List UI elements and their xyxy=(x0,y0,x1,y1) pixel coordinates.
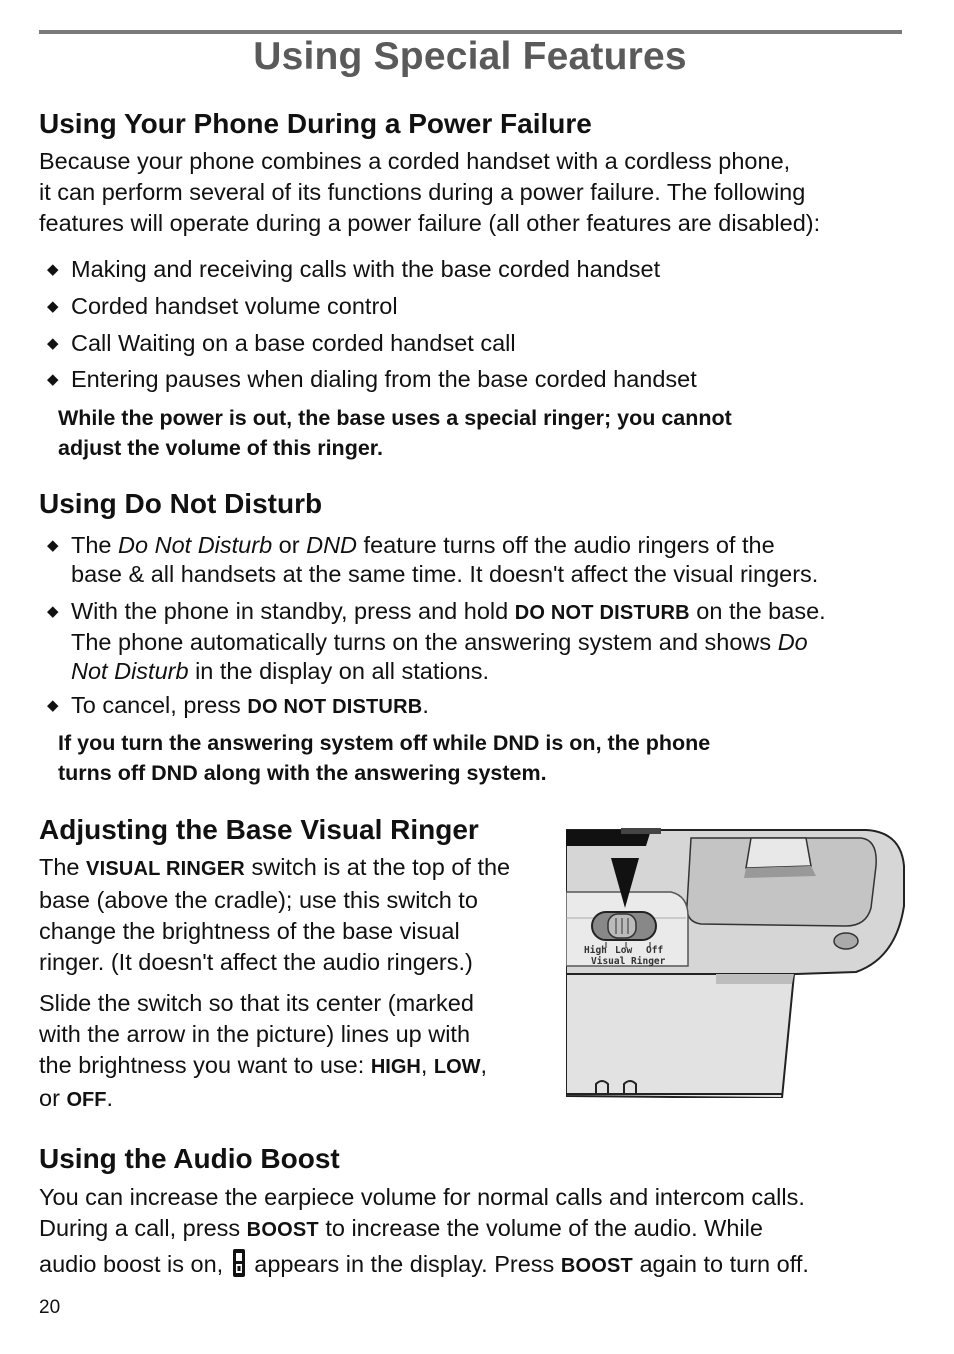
note-line: While the power is out, the base uses a special ringer; you cannot xyxy=(58,406,732,430)
text: again to turn off. xyxy=(632,1251,809,1277)
list-item xyxy=(47,531,917,589)
list-item: ◆ Corded handset volume control xyxy=(47,293,398,319)
diamond-bullet-icon: ◆ xyxy=(47,261,59,278)
text: on the base. xyxy=(689,598,826,624)
text: To cancel, press xyxy=(71,692,248,718)
diamond-bullet-icon: ◆ xyxy=(47,603,59,620)
note-line: turns off DND along with the answering system. xyxy=(58,761,547,785)
note-line: If you turn the answering system off while DND is on, the phone xyxy=(58,731,711,755)
switch-label-low: Low xyxy=(615,945,633,956)
text: , xyxy=(480,1052,488,1078)
text: appears in the display. Press xyxy=(247,1251,561,1277)
switch-caption: Visual Ringer xyxy=(591,956,666,967)
text: base (above the cradle); use this switch to xyxy=(39,887,478,913)
boost-indicator-icon xyxy=(232,1248,246,1278)
key-label: OFF xyxy=(66,1089,107,1111)
text: switch is at the top of the xyxy=(244,854,511,880)
text: base & all handsets at the same time. It doesn't affect the visual ringers. xyxy=(71,561,819,587)
text: or xyxy=(272,532,307,558)
list-item: ◆ Making and receiving calls with the base corded handset xyxy=(47,256,661,282)
text: Not Disturb xyxy=(71,658,189,684)
key-label: VISUAL RINGER xyxy=(86,858,245,880)
dnd-note xyxy=(58,728,898,788)
text: the brightness you want to use: xyxy=(39,1052,371,1078)
key-label: DO NOT DISTURB xyxy=(514,602,690,624)
power-failure-heading: Using Your Phone During a Power Failure xyxy=(39,108,592,139)
key-label: DO NOT DISTURB xyxy=(247,696,423,718)
text: With the phone in standby, press and hold xyxy=(71,598,515,624)
text: The xyxy=(39,854,87,880)
visual-ringer-heading: Adjusting the Base Visual Ringer xyxy=(39,814,479,845)
audio-boost-para xyxy=(39,1182,919,1282)
text: in the display on all stations. xyxy=(188,658,489,684)
switch-label-high: High xyxy=(584,945,607,956)
visual-ringer-para-1 xyxy=(39,852,559,978)
key-label: BOOST xyxy=(560,1255,633,1277)
key-label: HIGH xyxy=(370,1056,421,1078)
text: change the brightness of the base visual xyxy=(39,918,460,944)
text: feature turns off the audio ringers of the xyxy=(357,532,775,558)
diamond-bullet-icon: ◆ xyxy=(47,335,59,352)
top-rule xyxy=(39,30,902,34)
intro-line: features will operate during a power failure (all other features are disabled): xyxy=(39,210,821,236)
text: , xyxy=(420,1052,434,1078)
power-failure-intro xyxy=(39,146,820,239)
text: Do Not Disturb xyxy=(118,532,273,558)
key-label: LOW xyxy=(433,1056,481,1078)
page-number: 20 xyxy=(39,1297,61,1318)
diamond-bullet-icon: ◆ xyxy=(47,537,59,554)
text: . xyxy=(106,1085,113,1111)
audio-boost-heading: Using the Audio Boost xyxy=(39,1143,340,1174)
text: with the arrow in the picture) lines up with xyxy=(39,1021,471,1047)
list-item xyxy=(47,597,917,686)
text: Do xyxy=(777,629,808,655)
text: to increase the volume of the audio. While xyxy=(318,1215,763,1241)
text: audio boost is on, xyxy=(39,1251,230,1277)
text: The xyxy=(71,532,119,558)
note-line: adjust the volume of this ringer. xyxy=(58,436,383,460)
intro-line: Because your phone combines a corded handset with a cordless phone, xyxy=(39,148,791,174)
diamond-bullet-icon: ◆ xyxy=(47,697,59,714)
page-title: Using Special Features xyxy=(253,35,687,78)
text: The phone automatically turns on the answering system and shows xyxy=(71,629,778,655)
power-failure-note xyxy=(58,403,898,463)
text: . xyxy=(422,692,429,718)
dnd-heading: Using Do Not Disturb xyxy=(39,488,323,519)
key-label: BOOST xyxy=(246,1219,319,1241)
text: DND xyxy=(306,532,358,558)
text: During a call, press xyxy=(39,1215,247,1241)
text: Slide the switch so that its center (marked xyxy=(39,990,474,1016)
text: ringer. (It doesn't affect the audio ringers.) xyxy=(39,949,473,975)
list-item: ◆ Entering pauses when dialing from the base corded handset xyxy=(47,366,697,392)
list-item xyxy=(47,691,917,722)
text: or xyxy=(39,1085,67,1111)
visual-ringer-para-2 xyxy=(39,988,559,1116)
intro-line: it can perform several of its functions during a power failure. The following xyxy=(39,179,806,205)
diamond-bullet-icon: ◆ xyxy=(47,298,59,315)
switch-label-off: Off xyxy=(646,945,664,956)
diamond-bullet-icon: ◆ xyxy=(47,371,59,388)
phone-base-illustration xyxy=(566,826,906,1098)
text: You can increase the earpiece volume for normal calls and intercom calls. xyxy=(39,1184,805,1210)
list-item: ◆ Call Waiting on a base corded handset call xyxy=(47,330,516,356)
